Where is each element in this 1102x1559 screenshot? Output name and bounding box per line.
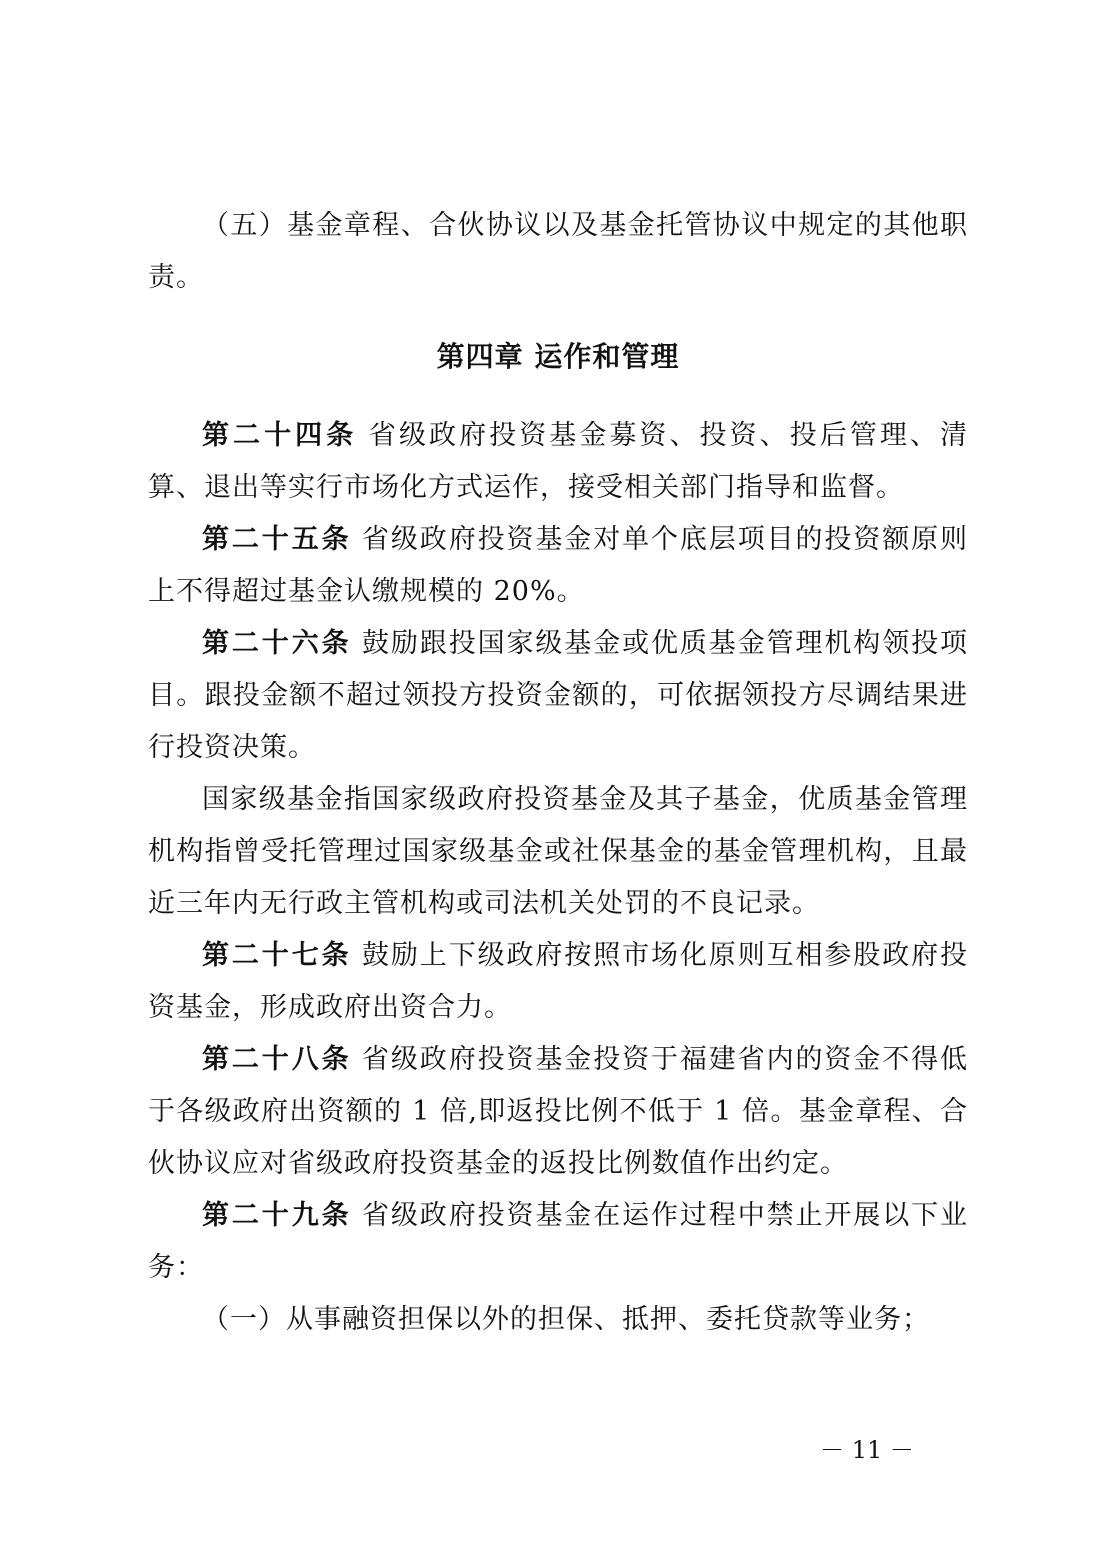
article-24-number: 第二十四条 (202, 420, 358, 451)
article-25-number: 第二十五条 (202, 524, 352, 555)
article-25 (148, 514, 968, 618)
article-25-text: 省级政府投资基金对单个底层项目的投资额原则上不得超过基金认缴规模的 20%。 (148, 524, 969, 607)
article-26 (148, 618, 968, 774)
article-29-item-1: （一）从事融资担保以外的担保、抵押、委托贷款等业务； (202, 1304, 930, 1335)
article-27 (148, 930, 968, 1034)
intro-paragraph: （五）基金章程、合伙协议以及基金托管协议中规定的其他职责。 (148, 210, 968, 293)
articles-block (148, 410, 968, 1346)
article-28-number: 第二十八条 (202, 1044, 352, 1075)
intro-paragraph-block (148, 200, 968, 304)
article-29-text: 省级政府投资基金在运作过程中禁止开展以下业务： (148, 1200, 969, 1283)
page-number: － 11 － (820, 1436, 914, 1464)
article-29-number: 第二十九条 (202, 1200, 352, 1231)
article-29 (148, 1190, 968, 1294)
chapter-title: 第四章 运作和管理 (436, 340, 680, 373)
article-26-note: 国家级基金指国家级政府投资基金及其子基金，优质基金管理机构指曾受托管理过国家级基金或社保基金的基金管理机构，且最近三年内无行政主管机构或司法机关处罚的不良记录。 (148, 784, 968, 919)
article-27-number: 第二十七条 (202, 940, 352, 971)
article-26-number: 第二十六条 (202, 628, 352, 659)
article-24 (148, 410, 968, 514)
article-27-text: 鼓励上下级政府按照市场化原则互相参股政府投资基金，形成政府出资合力。 (148, 940, 969, 1023)
article-26-text: 鼓励跟投国家级基金或优质基金管理机构领投项目。跟投金额不超过领投方投资金额的，可依据领投方尽调结果进行投资决策。 (148, 628, 969, 763)
article-28-text: 省级政府投资基金投资于福建省内的资金不得低于各级政府出资额的 1 倍,即返投比例不低于 1 倍。基金章程、合伙协议应对省级政府投资基金的返投比例数值作出约定。 (148, 1044, 969, 1179)
article-28 (148, 1034, 968, 1190)
article-24-text: 省级政府投资基金募资、投资、投后管理、清算、退出等实行市场化方式运作，接受相关部门指导和监督。 (148, 420, 968, 503)
